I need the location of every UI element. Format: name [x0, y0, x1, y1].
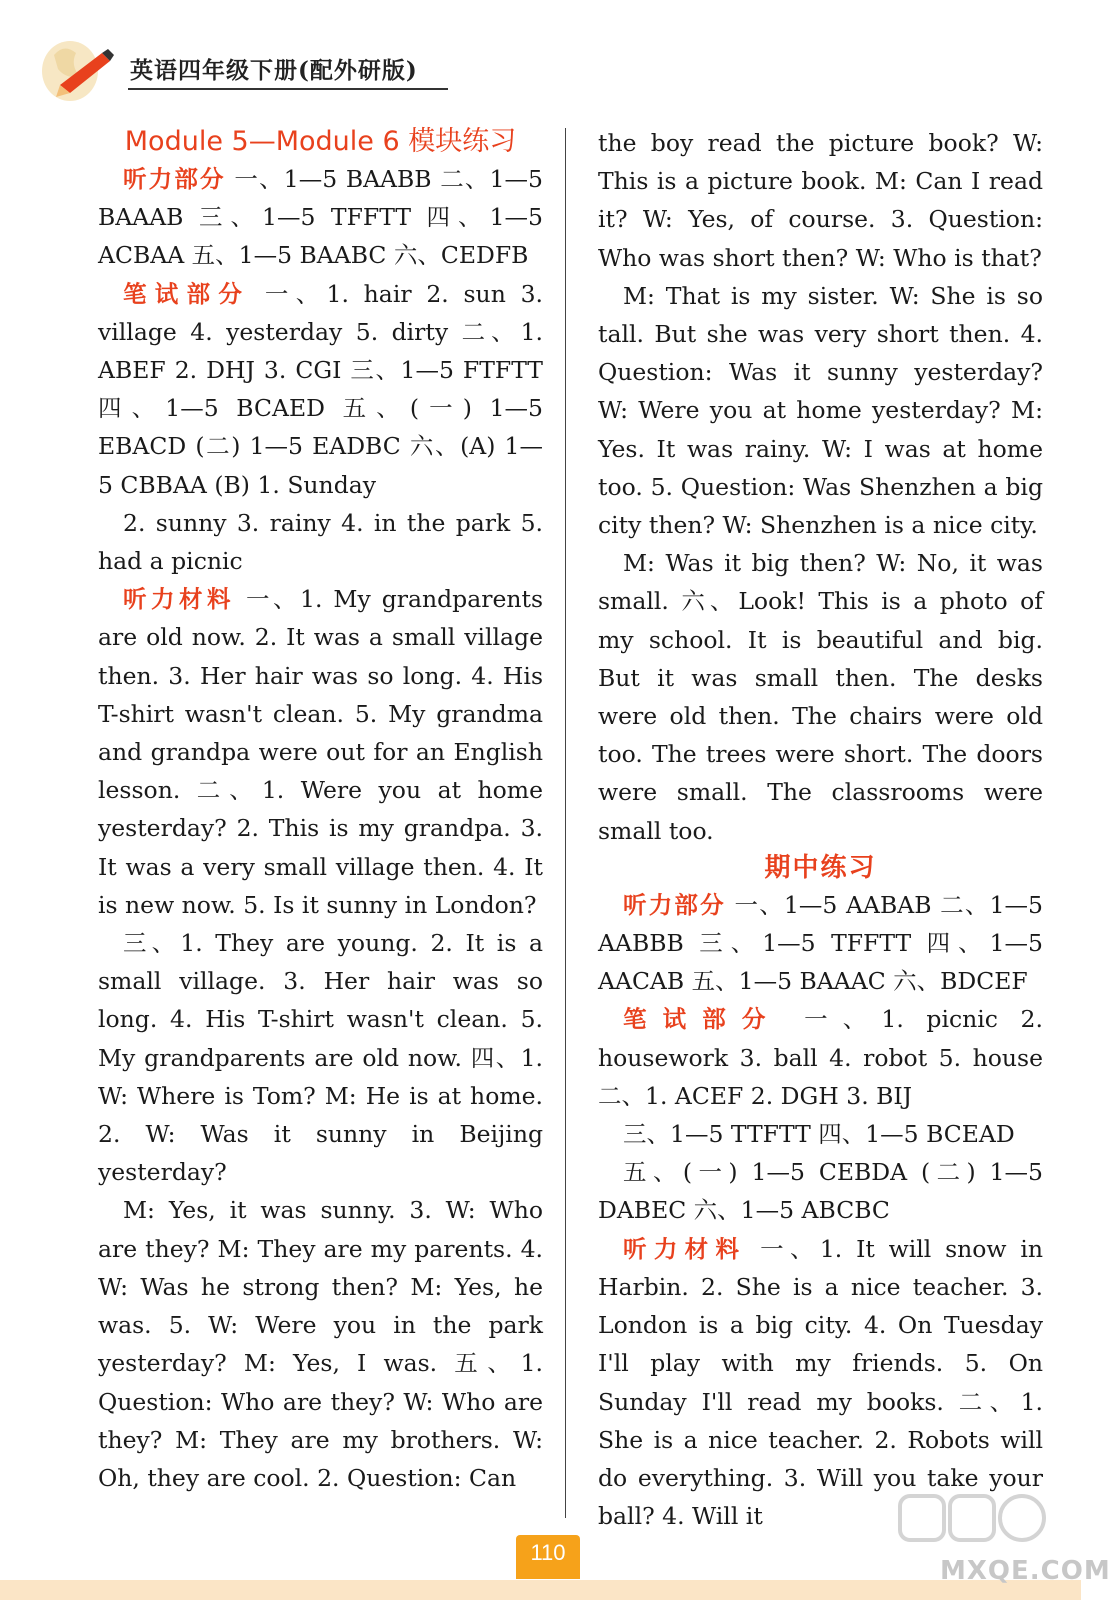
right-section-written	[598, 1000, 1043, 1115]
answer-text: 一、1—5 AABAB 二、1—5 AABBB 三、1—5 TFFTT 四、1—5 AACAB 五、1—5 BAAAC 六、BDCEF	[598, 890, 1043, 996]
right-section-listening	[598, 886, 1043, 1001]
page-number: 110	[530, 1540, 566, 1565]
answer-text: 2. sunny 3. rainy 4. in the park 5. had a picnic	[98, 508, 543, 576]
answer-text: 一、1. hair 2. sun 3. village 4. yesterday 5. dirty 二、1. ABEF 2. DHJ 3. CGI 三、1—5 FTFTT 四、1—5 BCAED 五、(一) 1—5 EBACD (二) 1—5 EADBC 六、(A) 1—5 CBBAA (B) 1. Sunday	[98, 279, 544, 499]
answer-text: the boy read the picture book? W: This is a picture book. M: Can I read it? W: Yes, of course. 3. Question: Who was short then? W: Who is that?	[598, 129, 1043, 272]
answer-text: M: Was it big then? W: No, it was small. 六、Look! This is a photo of my school. It is beautiful and big. But it was small then. The desks were old then. The chairs were old too. The trees were short. The doors were small. The classrooms were small too.	[598, 549, 1043, 845]
answer-text: 一、1. My grandparents are old now. 2. It was a small village then. 3. Her hair was so long. 4. His T-shirt wasn't clean. 5. My grandma and grandpa were out for an English lesson. 二、1. Were you at home yesterday? 2. This is my grandpa. 3. It was a very small village then. 4. It is new now. 5. Is it sunny in London?	[98, 585, 544, 919]
answer-text: 一、1. It will snow in Harbin. 2. She is a nice teacher. 3. London is a big city. 4. On Tuesday I'll play with my friends. 5. On Sunday I'll read my books. 二、1. She is a nice teacher. 2. Robots will do everything. 3. Will you take your ball? 4. Will it	[598, 1234, 1043, 1531]
answer-text: M: That is my sister. W: She is so tall. But she was very short then. 4. Question: Was it sunny yesterday? W: Were you at home yesterday? M: Yes. It was rainy. W: I was at home too. 5. Question: Was Shenzhen a big city then? W: Shenzhen is a nice city.	[598, 281, 1043, 540]
left-section-listening	[98, 160, 543, 275]
midterm-title: 期中练习	[764, 852, 877, 883]
bottom-band	[0, 1580, 1081, 1600]
left-section-written	[98, 275, 543, 504]
answer-text: M: Yes, it was sunny. 3. W: Who are they? M: They are my parents. 4. W: Was he strong then? M: Yes, he was. 5. W: Were you in the park yesterday? M: Yes, I was. 五、1. Question: Who are they? W: Who are they? M: They are my brothers. W: Oh, they are cool. 2. Question: Can	[98, 1196, 543, 1492]
answer-text: 一、1. picnic 2. housework 3. ball 4. robot 5. house 二、1. ACEF 2. DGH 3. BIJ	[598, 1005, 1043, 1110]
section-label: 笔试部分	[123, 279, 251, 308]
section-label: 听力部分	[623, 890, 726, 919]
left-column	[98, 124, 543, 1497]
answer-text: 三、1. They are young. 2. It is a small village. 3. Her hair was so long. 4. His T-shirt wasn't clean. 5. My grandparents are old now. 四、1. W: Where is Tom? M: He is at home. 2. W: Was it sunny in Beijing yesterday?	[98, 929, 543, 1187]
section-label: 听力材料	[623, 1234, 747, 1263]
section-label: 听力部分	[123, 165, 226, 193]
answer-text: 一、1—5 BAABB 二、1—5 BAAAB 三、1—5 TFFTT 四、1—5 ACBAA 五、1—5 BAABC 六、CEDFB	[98, 165, 543, 270]
right-column	[598, 124, 1043, 1535]
title-underline	[128, 88, 448, 90]
section-label: 听力材料	[123, 585, 236, 614]
answer-text: 三、1—5 TTFTT 四、1—5 BCEAD	[623, 1120, 1015, 1149]
watermark-logo-icon	[898, 1490, 1048, 1546]
column-divider	[565, 128, 566, 1518]
watermark-text: MXQE.COM	[940, 1556, 1111, 1586]
section-label: 笔试部分	[623, 1005, 782, 1034]
module-title: Module 5—Module 6 模块练习	[124, 126, 517, 157]
page-header	[0, 0, 1081, 110]
left-section-material	[98, 580, 543, 924]
book-title: 英语四年级下册(配外研版)	[130, 57, 418, 84]
pencil-logo-icon	[40, 35, 120, 107]
answer-text: 五、(一) 1—5 CEBDA (二) 1—5 DABEC 六、1—5 ABCBC	[598, 1158, 1043, 1225]
